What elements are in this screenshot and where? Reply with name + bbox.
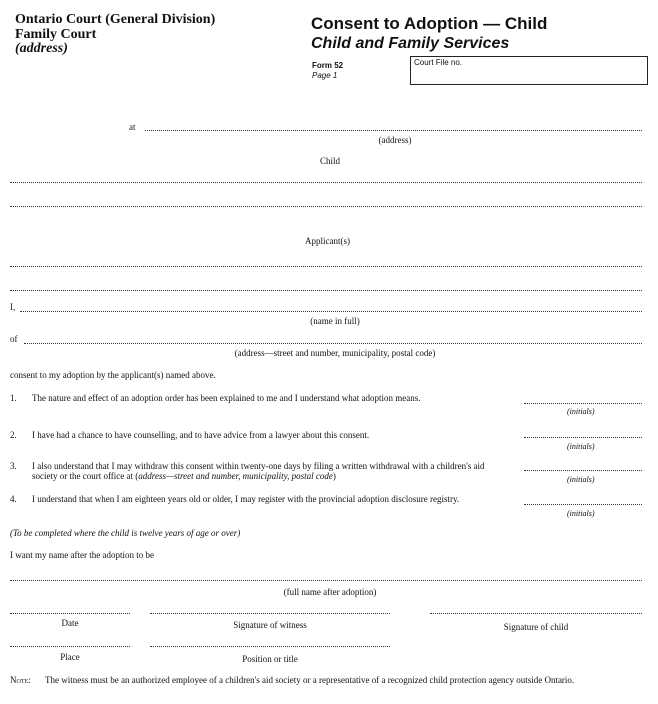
place-field[interactable] bbox=[10, 646, 130, 647]
date-label: Date bbox=[61, 618, 79, 628]
statement-1-number: 1. bbox=[10, 393, 17, 403]
witness-signature-field[interactable] bbox=[150, 613, 390, 614]
declarant-name-field[interactable] bbox=[20, 311, 642, 312]
statement-3-initials-field[interactable] bbox=[524, 470, 642, 471]
applicant-field-line-2[interactable] bbox=[10, 290, 642, 291]
statement-1-text: The nature and effect of an adoption order has been explained to me and I understand what adoption means. bbox=[32, 393, 421, 403]
court-address-field[interactable] bbox=[145, 130, 642, 131]
court-address-label: (address) bbox=[15, 41, 68, 56]
at-label: at bbox=[129, 122, 136, 132]
declarant-name-caption: (name in full) bbox=[310, 316, 360, 326]
applicant-label: Applicant(s) bbox=[305, 236, 350, 246]
witness-signature-label: Signature of witness bbox=[233, 620, 307, 630]
statement-4-number: 4. bbox=[10, 494, 17, 504]
form-subtitle: Child and Family Services bbox=[311, 35, 510, 52]
form-page: Page 1 bbox=[312, 71, 338, 80]
statement-2-initials-field[interactable] bbox=[524, 437, 642, 438]
statement-3-initials-caption: (initials) bbox=[567, 475, 595, 484]
name-section-instruction: (To be completed where the child is twelve years of age or over) bbox=[10, 528, 241, 538]
child-signature-field[interactable] bbox=[430, 613, 642, 614]
statement-3-text: I also understand that I may withdraw this consent within twenty-one days by filing a written withdrawal with a children's aid society or the court office at (address—street and number, municipality, postal code) bbox=[32, 461, 485, 481]
statement-4-initials-caption: (initials) bbox=[567, 509, 595, 518]
consent-statement: consent to my adoption by the applicant(s) named above. bbox=[10, 370, 216, 380]
date-field[interactable] bbox=[10, 613, 130, 614]
child-signature-label: Signature of child bbox=[503, 622, 569, 632]
statement-1-initials-field[interactable] bbox=[524, 403, 642, 404]
note-text: The witness must be an authorized employee of a children's aid society or a representative of a recognized child protection agency outside Ontario. bbox=[45, 675, 575, 685]
court-address-caption: (address) bbox=[378, 135, 412, 145]
child-label: Child bbox=[319, 156, 340, 166]
statement-3-number: 3. bbox=[10, 461, 17, 471]
child-field-line-2[interactable] bbox=[10, 206, 642, 207]
statement-4-text: I understand that when I am eighteen years old or older, I may register with the provincial adoption disclosure registry. bbox=[32, 494, 460, 504]
form-number: Form 52 bbox=[312, 61, 344, 70]
applicant-field-line-1[interactable] bbox=[10, 266, 642, 267]
statement-4-initials-field[interactable] bbox=[524, 504, 642, 505]
position-field[interactable] bbox=[150, 646, 390, 647]
statement-2-number: 2. bbox=[10, 430, 17, 440]
name-after-adoption-field[interactable] bbox=[10, 580, 642, 581]
court-file-box[interactable] bbox=[410, 56, 648, 85]
court-branch: Family Court bbox=[15, 27, 97, 42]
of-label: of bbox=[10, 334, 18, 344]
statement-1-initials-caption: (initials) bbox=[567, 407, 595, 416]
child-field-line-1[interactable] bbox=[10, 182, 642, 183]
position-label: Position or title bbox=[242, 654, 298, 664]
statement-2-text: I have had a chance to have counselling, and to have advice from a lawyer about this consent. bbox=[32, 430, 370, 440]
statement-2-initials-caption: (initials) bbox=[567, 442, 595, 451]
i-label: I, bbox=[10, 302, 16, 312]
declarant-address-caption: (address—street and number, municipality, postal code) bbox=[234, 348, 436, 358]
name-section-statement: I want my name after the adoption to be bbox=[10, 550, 154, 560]
form-title: Consent to Adoption — Child bbox=[311, 14, 548, 33]
place-label: Place bbox=[60, 652, 80, 662]
court-file-label: Court File no. bbox=[414, 58, 463, 67]
declarant-address-field[interactable] bbox=[24, 343, 642, 344]
court-name: Ontario Court (General Division) bbox=[15, 12, 216, 27]
name-after-adoption-caption: (full name after adoption) bbox=[283, 587, 377, 597]
note-label: Note: bbox=[10, 675, 31, 685]
